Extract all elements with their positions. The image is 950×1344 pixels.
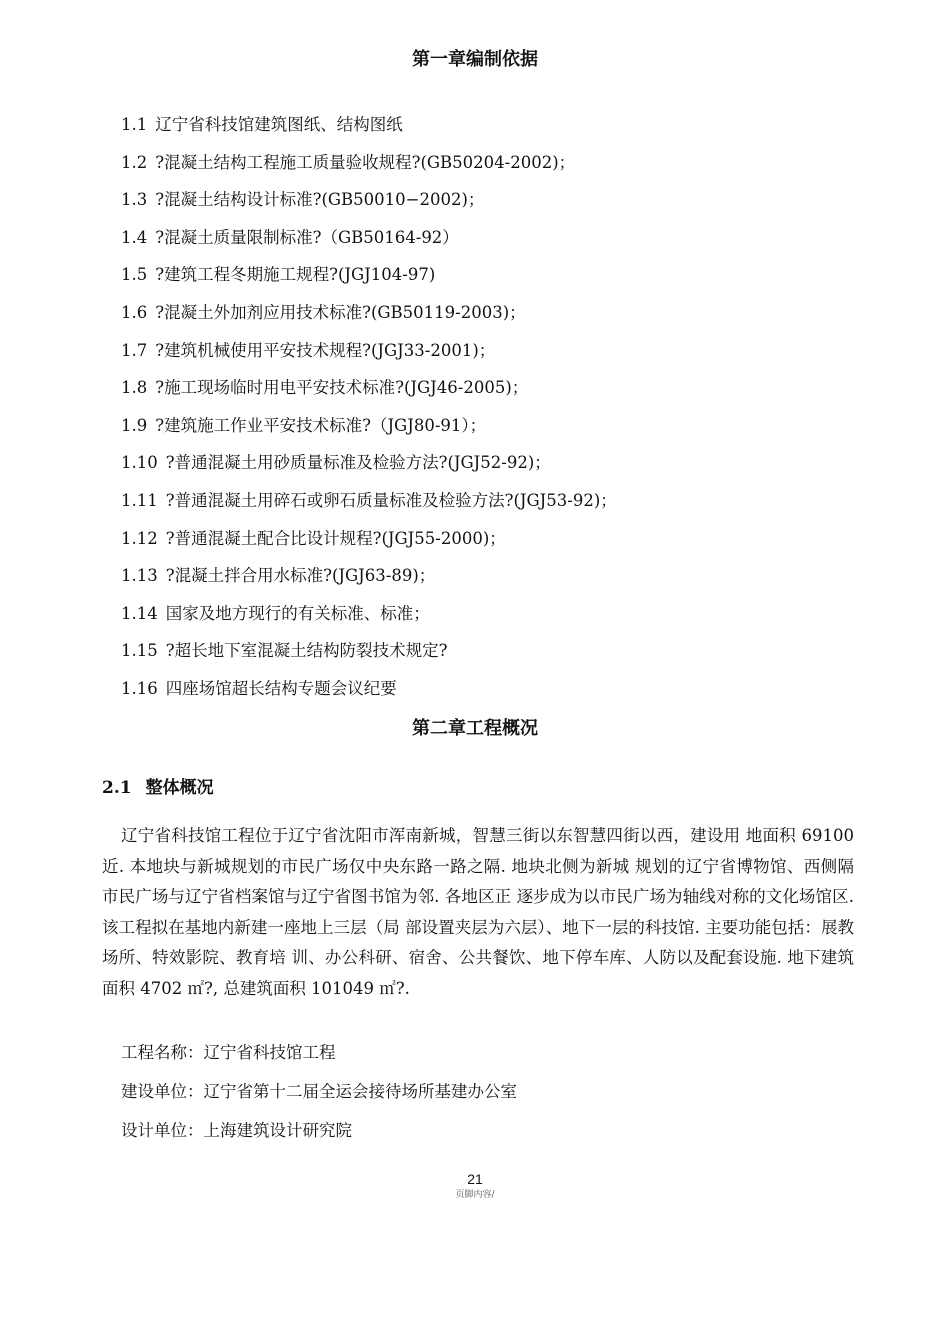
reference-text: ?建筑机械使用平安技术规程?(JGJ33-2001)；	[155, 340, 496, 360]
reference-number: 1.15	[121, 641, 158, 661]
reference-item	[121, 670, 881, 708]
reference-number: 1.3	[121, 190, 148, 210]
chapter-1-title: 第一章编制依据	[412, 49, 538, 70]
reference-number: 1.7	[121, 340, 148, 360]
project-name-line: 工程名称：辽宁省科技馆工程	[121, 1043, 336, 1062]
reference-number: 1.4	[121, 227, 148, 247]
reference-item	[121, 407, 881, 445]
reference-item	[121, 181, 881, 219]
reference-item	[121, 369, 881, 407]
reference-number: 1.12	[121, 528, 158, 548]
reference-number: 1.8	[121, 378, 148, 398]
reference-text: ?普通混凝土配合比设计规程?(JGJ55-2000)；	[165, 528, 506, 548]
reference-item	[121, 332, 881, 370]
reference-item	[121, 632, 881, 670]
reference-number: 1.11	[121, 490, 158, 510]
reference-item	[121, 444, 881, 482]
reference-number: 1.5	[121, 265, 148, 285]
reference-item	[121, 144, 881, 182]
reference-item	[121, 219, 881, 257]
section-number: 2.1	[102, 778, 132, 798]
reference-text: ?普通混凝土用碎石或卵石质量标准及检验方法?(JGJ53-92)；	[165, 490, 617, 510]
owner-line: 建设单位：辽宁省第十二届全运会接待场所基建办公室	[121, 1082, 517, 1101]
reference-text: ?建筑工程冬期施工规程?(JGJ104-97)	[155, 265, 436, 285]
reference-item	[121, 482, 881, 520]
reference-text: 辽宁省科技馆建筑图纸、结构图纸	[155, 115, 403, 134]
overview-paragraph: 辽宁省科技馆工程位于辽宁省沈阳市浑南新城，智慧三街以东智慧四街以西，建设用 地面积 69100 近. 本地块与新城规划的市民广场仅中央东路一路之隔. 地块北侧为新城 规划的辽宁省博物馆、西侧隔市民广场与辽宁省档案馆与辽宁省图书馆为邻. 各地区正 逐步成为以市民广场为轴线对称的文化场馆区. 该工程拟在基地内新建一座地上三层（局 部设置夹层为六层）、地下一层的科技馆. 主要功能包括：展教场所、特效影院、教育培 训、办公科研、宿舍、公共餐饮、地下停车库、人防以及配套设施. 地下建筑面积 4702 ㎡?, 总建筑面积 101049 ㎡?.	[102, 826, 854, 998]
reference-item	[121, 595, 881, 633]
reference-item	[121, 557, 881, 595]
reference-number: 1.13	[121, 566, 158, 586]
designer-line: 设计单位：上海建筑设计研究院	[121, 1121, 352, 1140]
footer-note: 页脚内容/	[455, 1190, 495, 1200]
reference-text: ?混凝土质量限制标准?（GB50164-92）	[155, 227, 459, 247]
reference-number: 1.1	[121, 115, 148, 134]
reference-item	[121, 256, 881, 294]
reference-text: 四座场馆超长结构专题会议纪要	[165, 678, 397, 698]
reference-number: 1.16	[121, 678, 158, 698]
reference-text: 国家及地方现行的有关标准、标准；	[165, 603, 430, 623]
reference-text: ?普通混凝土用砂质量标准及检验方法?(JGJ52-92)；	[165, 453, 551, 473]
section-title: 整体概况	[145, 778, 214, 798]
reference-text: ?混凝土拌合用水标准?(JGJ63-89)；	[165, 566, 436, 586]
reference-number: 1.10	[121, 453, 158, 473]
reference-item	[121, 520, 881, 558]
reference-number: 1.14	[121, 603, 158, 623]
reference-item	[121, 106, 881, 144]
reference-text: ?混凝土外加剂应用技术标准?(GB50119-2003)；	[155, 302, 526, 322]
reference-text: ?混凝土结构设计标准?(GB50010−2002)；	[155, 190, 485, 210]
reference-number: 1.6	[121, 302, 148, 322]
reference-number: 1.2	[121, 152, 148, 172]
reference-text: ?超长地下室混凝土结构防裂技术规定?	[165, 641, 448, 661]
section-heading	[102, 776, 214, 800]
reference-text: ?施工现场临时用电平安技术标准?(JGJ46-2005)；	[155, 378, 529, 398]
reference-item	[121, 294, 881, 332]
reference-text: ?建筑施工作业平安技术标准?（JGJ80-91）；	[155, 415, 487, 435]
reference-number: 1.9	[121, 415, 148, 435]
page-number: 21	[467, 1171, 483, 1187]
reference-list	[121, 106, 881, 708]
reference-text: ?混凝土结构工程施工质量验收规程?(GB50204-2002)；	[155, 152, 576, 172]
chapter-2-title: 第二章工程概况	[412, 718, 538, 739]
